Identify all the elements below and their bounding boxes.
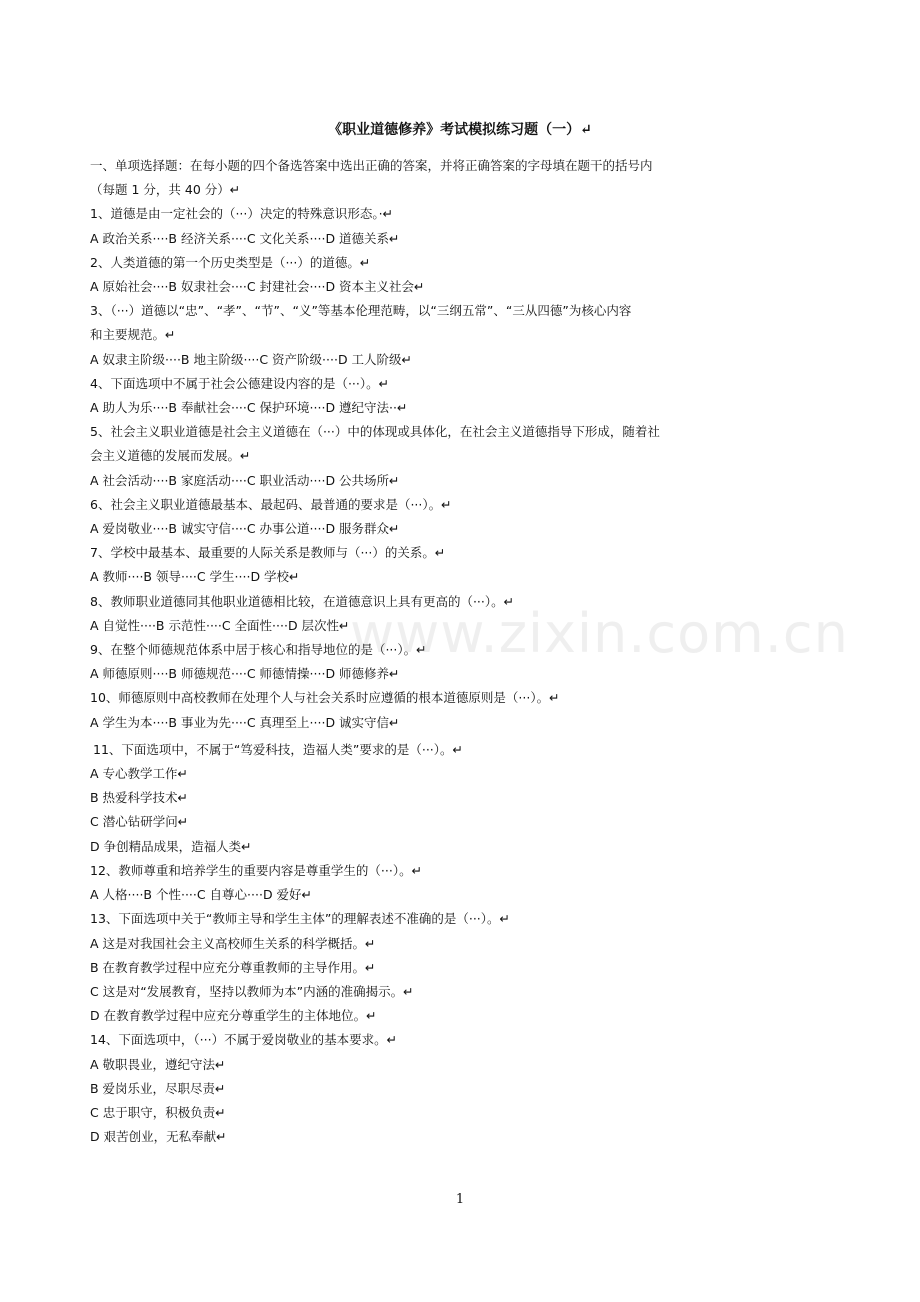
text-line: A 助人为乐····B 奉献社会····C 保护环境····D 遵纪守法··↵ xyxy=(90,400,408,416)
text-line: D 在教育教学过程中应充分尊重学生的主体地位。↵ xyxy=(90,1008,377,1024)
text-line: 5、社会主义职业道德是社会主义道德在（···）中的体现或具体化，在社会主义道德指导下形成，随着社 xyxy=(90,424,660,440)
text-line: A 专心教学工作↵ xyxy=(90,766,188,782)
text-line: 14、下面选项中，（···）不属于爱岗敬业的基本要求。↵ xyxy=(90,1032,398,1048)
text-line: （每题 1 分，共 40 分）↵ xyxy=(90,182,241,198)
text-line: A 敬职畏业，遵纪守法↵ xyxy=(90,1056,226,1072)
text-line: 会主义道德的发展而发展。↵ xyxy=(90,448,251,464)
document-title: 《职业道德修养》考试模拟练习题（一）↵ xyxy=(328,122,592,138)
text-line: 1、道德是由一定社会的（···）决定的特殊意识形态。·↵ xyxy=(90,206,394,222)
text-line: 13、下面选项中关于“教师主导和学生主体”的理解表述不准确的是（···）。↵ xyxy=(90,911,511,927)
text-line: 3、（···）道德以“忠”、“孝”、“节”、“义”等基本伦理范畴，以“三纲五常”、“三从四德”为核心内容 xyxy=(90,303,632,319)
text-line: D 争创精品成果，造福人类↵ xyxy=(90,838,252,854)
text-line: D 艰苦创业，无私奉献↵ xyxy=(90,1129,227,1145)
text-line: 一、单项选择题：在每小题的四个备选答案中选出正确的答案，并将正确答案的字母填在题干的括号内 xyxy=(90,158,653,173)
text-line: A 奴隶主阶级····B 地主阶级····C 资产阶级····D 工人阶级↵ xyxy=(90,351,413,367)
text-line: A 教师····B 领导····C 学生····D 学校↵ xyxy=(90,569,300,585)
text-line: 12、教师尊重和培养学生的重要内容是尊重学生的（···）。↵ xyxy=(90,862,423,878)
text-line: B 在教育教学过程中应充分尊重教师的主导作用。↵ xyxy=(90,959,376,975)
text-line: 11、下面选项中，不属于“笃爱科技，造福人类”要求的是（···）。↵ xyxy=(93,741,464,757)
text-line: A 这是对我国社会主义高校师生关系的科学概括。↵ xyxy=(90,935,376,951)
text-line: 7、学校中最基本、最重要的人际关系是教师与（···）的关系。↵ xyxy=(90,545,446,561)
text-line: 8、教师职业道德同其他职业道德相比较，在道德意识上具有更高的（···）。↵ xyxy=(90,593,515,609)
text-line: A 人格····B 个性····C 自尊心····D 爱好↵ xyxy=(90,887,313,903)
text-line: C 这是对“发展教育，坚持以教师为本”内涵的准确揭示。↵ xyxy=(90,983,414,999)
text-line: B 爱岗乐业，尽职尽责↵ xyxy=(90,1080,226,1096)
text-line: B 热爱科学技术↵ xyxy=(90,790,189,806)
text-line: A 师德原则····B 师德规范····C 师德情操····D 师德修养↵ xyxy=(90,666,400,682)
text-line: 4、下面选项中不属于社会公德建设内容的是（···）。↵ xyxy=(90,375,390,391)
watermark: www.zixin.com.cn xyxy=(350,602,849,665)
text-line: A 爱岗敬业····B 诚实守信····C 办事公道····D 服务群众↵ xyxy=(90,521,400,537)
text-line: A 政治关系····B 经济关系····C 文化关系····D 道德关系↵ xyxy=(90,230,400,246)
text-line: C 忠于职守，积极负责↵ xyxy=(90,1104,226,1120)
text-line: A 学生为本····B 事业为先····C 真理至上····D 诚实守信↵ xyxy=(90,714,400,730)
text-line: 2、人类道德的第一个历史类型是（···）的道德。↵ xyxy=(90,254,371,270)
text-line: 9、在整个师德规范体系中居于核心和指导地位的是（···）。↵ xyxy=(90,642,427,658)
question-list xyxy=(90,154,840,1149)
text-line: A 原始社会····B 奴隶社会····C 封建社会····D 资本主义社会↵ xyxy=(90,279,425,295)
page-number: 1 xyxy=(455,1192,465,1207)
text-line: A 自觉性····B 示范性····C 全面性····D 层次性↵ xyxy=(90,617,350,633)
text-line: 10、师德原则中高校教师在处理个人与社会关系时应遵循的根本道德原则是（···）。↵ xyxy=(90,690,560,706)
text-line: C 潜心钻研学问↵ xyxy=(90,814,189,830)
text-line: 和主要规范。↵ xyxy=(90,327,176,343)
text-line: 6、社会主义职业道德最基本、最起码、最普通的要求是（···）。↵ xyxy=(90,496,452,512)
text-line: A 社会活动····B 家庭活动····C 职业活动····D 公共场所↵ xyxy=(90,472,400,488)
